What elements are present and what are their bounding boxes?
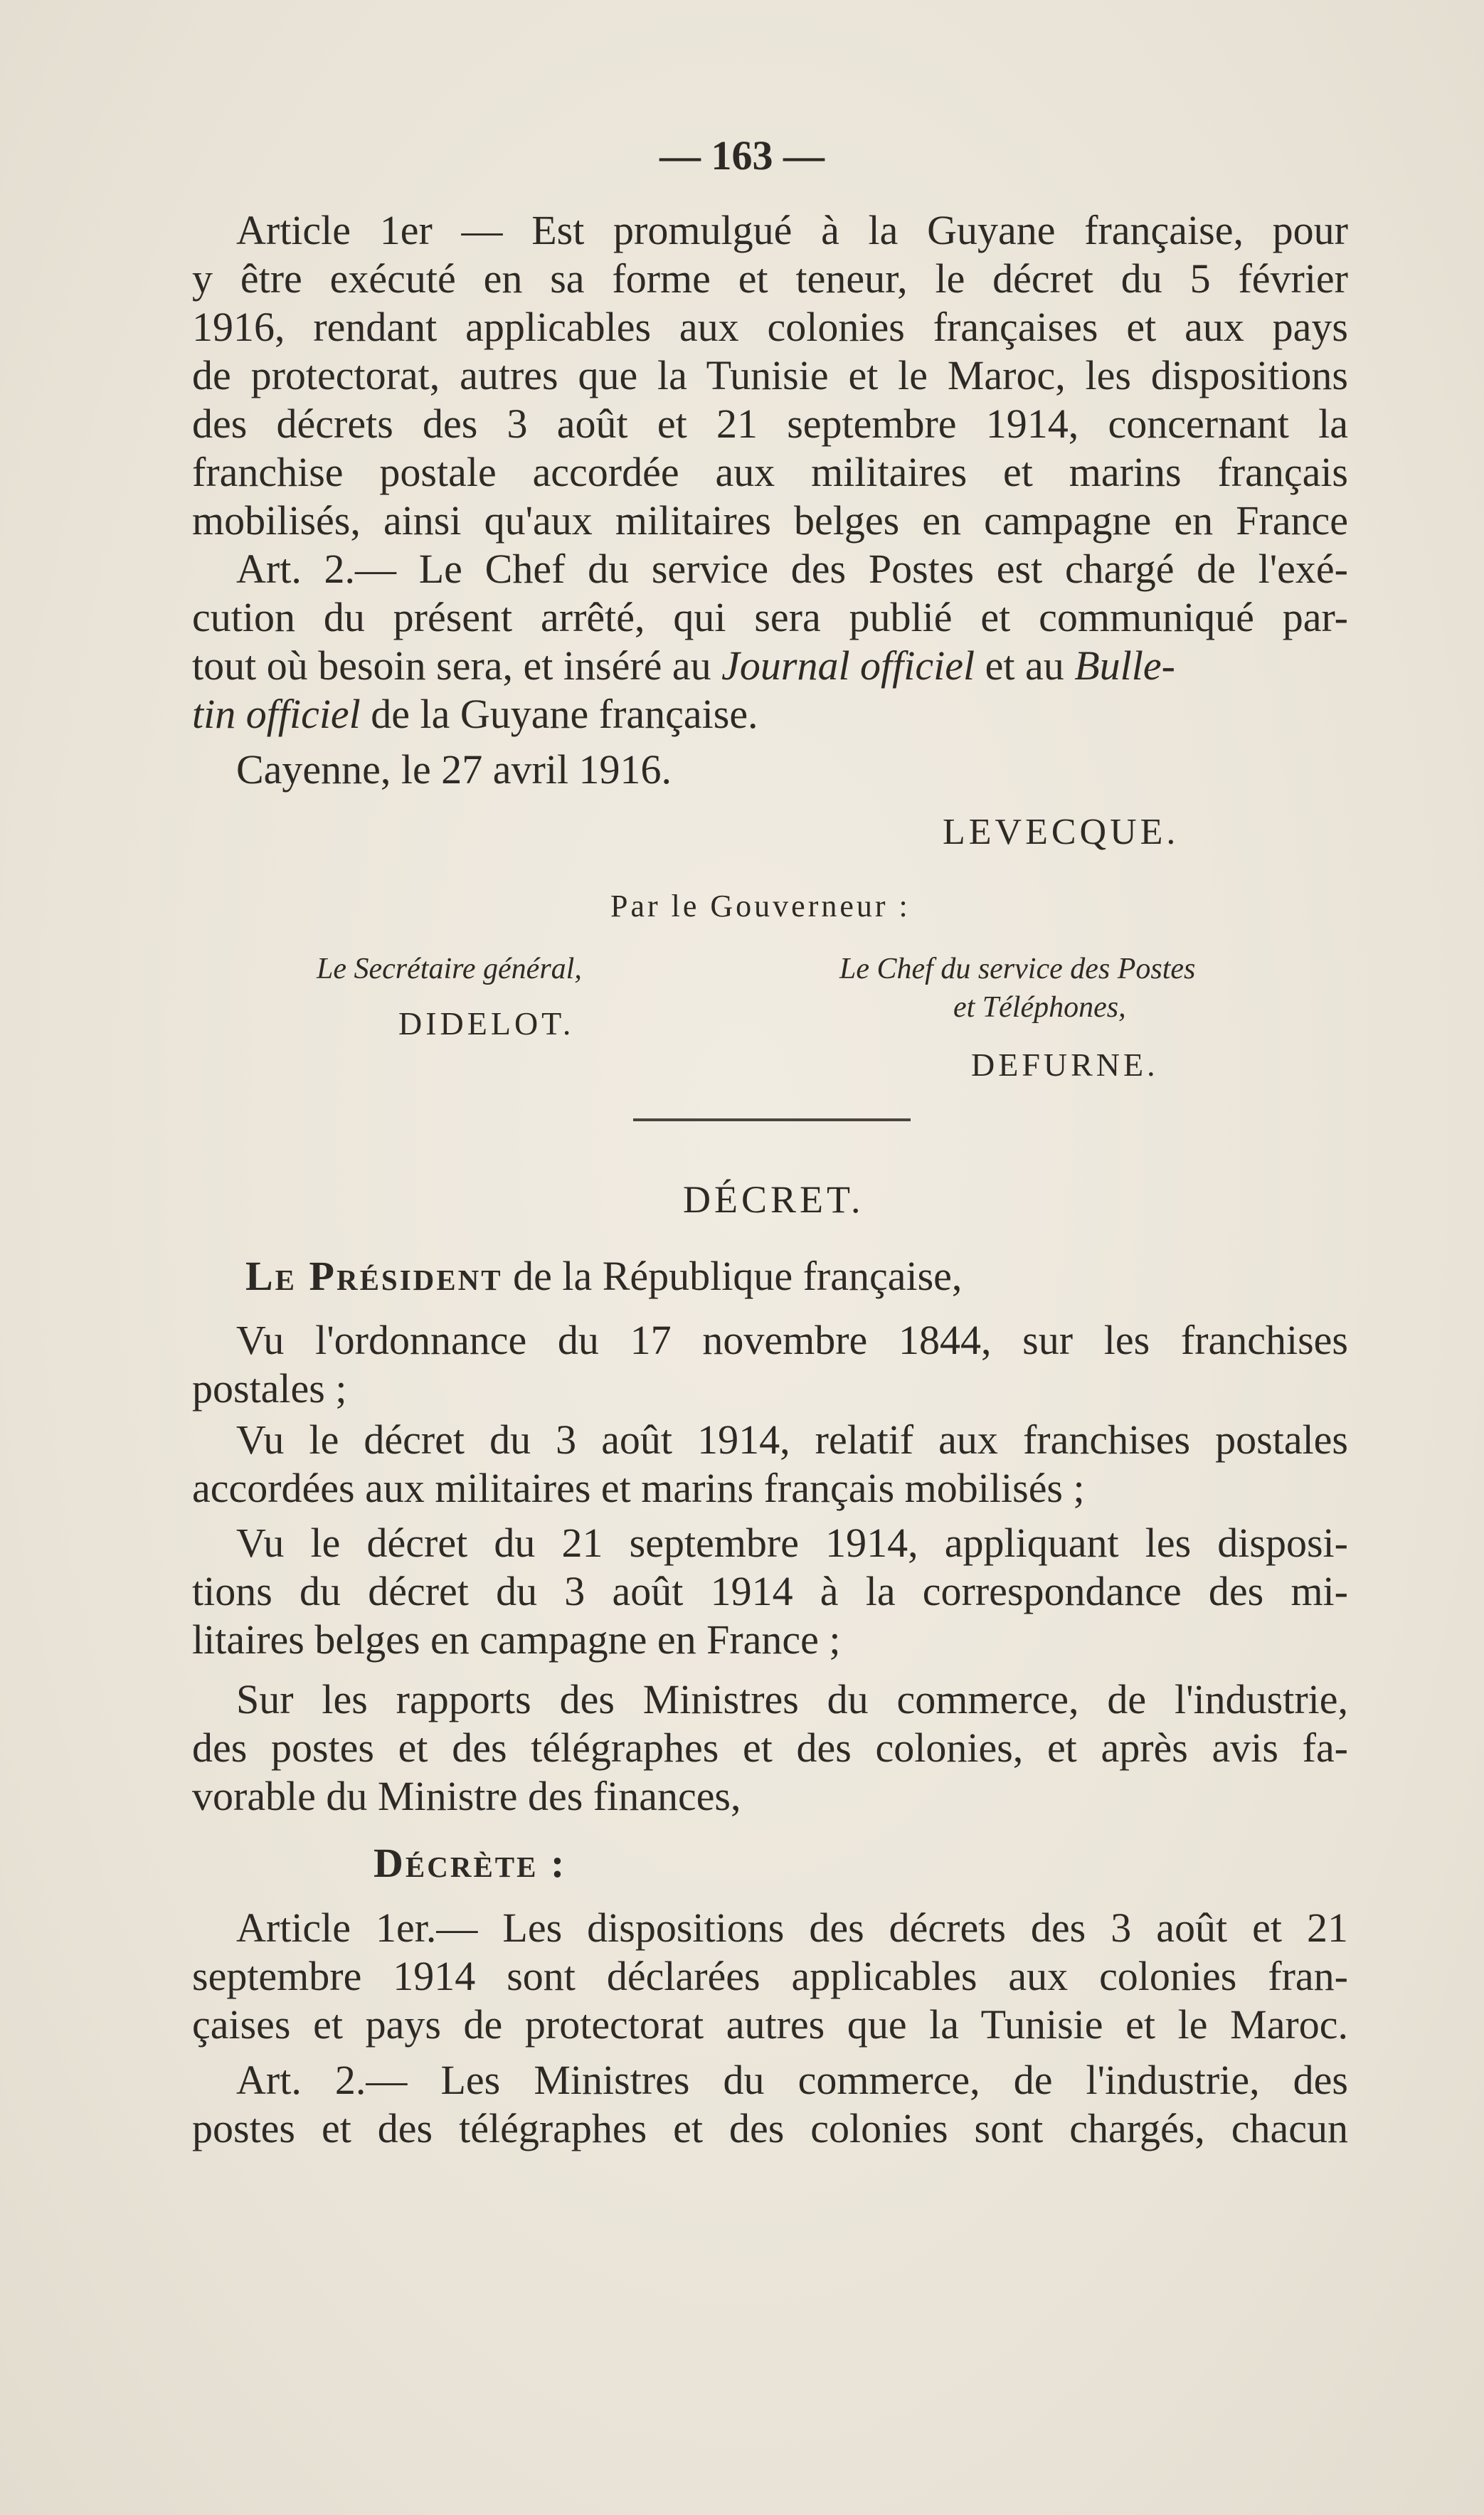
- arrete-line-10: [192, 642, 1348, 690]
- president-line: [245, 1252, 1401, 1301]
- art1-line-2: septembre 1914 sont déclarées applicables aux colonies fran-: [192, 1953, 1348, 1999]
- arrete-line-1: Article 1er — Est promulgué à la Guyane française, pour: [236, 207, 1348, 253]
- arrete-line-11: [192, 690, 1348, 738]
- decret-heading: DÉCRET.: [683, 1178, 864, 1221]
- date-line: Cayenne, le 27 avril 1916.: [236, 746, 672, 793]
- par-le-gouverneur: Par le Gouverneur :: [610, 889, 911, 923]
- journal-officiel-ref: Journal officiel: [721, 642, 975, 689]
- president-title: Le Président: [245, 1253, 503, 1299]
- vu3-line-1: Vu le décret du 21 septembre 1914, appliquant les disposi-: [236, 1520, 1348, 1566]
- art1-line-3: çaises et pays de protectorat autres que la Tunisie et le Maroc.: [192, 2001, 1348, 2048]
- chef-postes-title-1: Le Chef du service des Postes: [839, 953, 1196, 985]
- arrete-line-3: 1916, rendant applicables aux colonies françaises et aux pays: [192, 304, 1348, 350]
- vu1-line-2: postales ;: [192, 1365, 347, 1412]
- arrete-line-9: cution du présent arrêté, qui sera publié et communiqué par-: [192, 594, 1348, 640]
- section-divider: [633, 1118, 911, 1121]
- art1-line-1: Article 1er.— Les dispositions des décrets des 3 août et 21: [236, 1905, 1348, 1951]
- arrete-line-10-et-au: et au: [985, 642, 1064, 689]
- vu3-line-2: tions du décret du 3 août 1914 à la correspondance des mi-: [192, 1568, 1348, 1614]
- arrete-line-2: y être exécuté en sa forme et teneur, le décret du 5 février: [192, 255, 1348, 302]
- sur-line-3: vorable du Ministre des finances,: [192, 1773, 741, 1819]
- governor-signature: LEVECQUE.: [943, 812, 1180, 852]
- arrete-line-7: mobilisés, ainsi qu'aux militaires belges en campagne en France: [192, 497, 1348, 544]
- sur-line-1: Sur les rapports des Ministres du commerce, de l'industrie,: [236, 1676, 1348, 1722]
- arrete-line-6: franchise postale accordée aux militaires et marins français: [192, 449, 1348, 495]
- art2-line-2: postes et des télégraphes et des colonies sont chargés, chacun: [192, 2105, 1348, 2151]
- sur-line-2: des postes et des télégraphes et des colonies, et après avis fa-: [192, 1725, 1348, 1771]
- page-number: — 163 —: [659, 132, 825, 179]
- chef-postes-title-2: et Téléphones,: [953, 991, 1126, 1024]
- arrete-line-5: des décrets des 3 août et 21 septembre 1914, concernant la: [192, 401, 1348, 447]
- arrete-line-8: Art. 2.— Le Chef du service des Postes est chargé de l'exé-: [236, 546, 1348, 592]
- bulletin-ref-start: Bulle-: [1074, 642, 1175, 689]
- chef-postes-name: DEFURNE.: [971, 1047, 1159, 1083]
- arrete-line-4: de protectorat, autres que la Tunisie et le Maroc, les dispositions: [192, 352, 1348, 398]
- arrete-line-10-text: tout où besoin sera, et inséré au: [192, 642, 711, 689]
- arrete-line-11-text: de la Guyane française.: [371, 691, 758, 737]
- secretaire-general-name: DIDELOT.: [398, 1005, 575, 1042]
- secretaire-general-title: Le Secrétaire général,: [317, 953, 582, 985]
- decrete-heading: Décrète :: [373, 1840, 567, 1886]
- vu2-line-1: Vu le décret du 3 août 1914, relatif aux franchises postales: [236, 1417, 1348, 1463]
- vu2-line-2: accordées aux militaires et marins français mobilisés ;: [192, 1465, 1085, 1511]
- vu3-line-3: litaires belges en campagne en France ;: [192, 1616, 841, 1663]
- art2-line-1: Art. 2.— Les Ministres du commerce, de l'industrie, des: [236, 2057, 1348, 2103]
- vu1-line-1: Vu l'ordonnance du 17 novembre 1844, sur les franchises: [236, 1317, 1348, 1363]
- bulletin-ref-end: tin officiel: [192, 691, 361, 737]
- president-rest: de la République française,: [513, 1253, 963, 1299]
